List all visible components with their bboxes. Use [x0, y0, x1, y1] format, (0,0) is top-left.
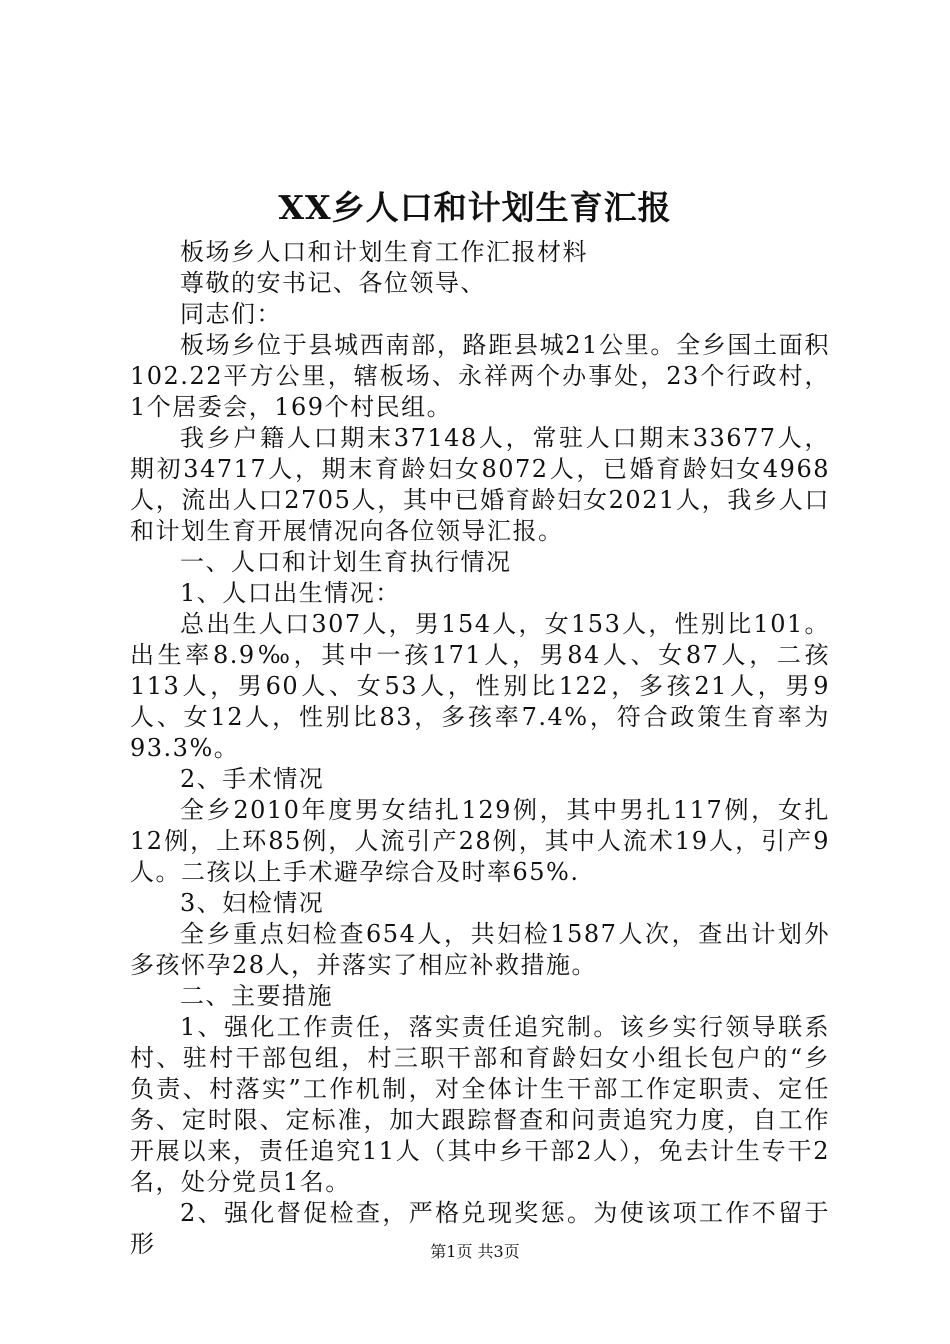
document-body: [130, 237, 830, 1260]
section-heading: 二、主要措施: [180, 982, 333, 1010]
paragraph: 全乡2010年度男女结扎129例，其中男扎117例，女扎12例，上环85例，人流引产28例，其中人流术19人，引产9人。二孩以上手术避孕综合及时率65%.: [130, 796, 830, 886]
paragraph: 我乡户籍人口期末37148人，常驻人口期末33677人，期初34717人，期末育龄妇女8072人，已婚育龄妇女4968人，流出人口2705人，其中已婚育龄妇女2021人，我乡人口和计划生育开展情况向各位领导汇报。: [130, 424, 830, 545]
subsection-heading: 3、妇检情况: [180, 889, 325, 917]
paragraph: 全乡重点妇检查654人，共妇检1587人次，查出计划外多孩怀孕28人，并落实了相应补救措施。: [130, 920, 830, 979]
document-title: XX乡人口和计划生育汇报: [278, 188, 672, 227]
paragraph: 板场乡位于县城西南部，路距县城21公里。全乡国土面积102.22平方公里，辖板场、永祥两个办事处，23个行政村，1个居委会，169个村民组。: [130, 331, 830, 421]
paragraph: 1、强化工作责任，落实责任追究制。该乡实行领导联系村、驻村干部包组，村三职干部和育龄妇女小组长包户的“乡负责、村落实”工作机制，对全体计生干部工作定职责、定任务、定时限、定标准，加大跟踪督查和问责追究力度，自工作开展以来，责任追究11人（其中乡干部2人），免去计生专干2名，处分党员1名。: [130, 1013, 830, 1196]
paragraph: 总出生人口307人，男154人，女153人，性别比101。出生率8.9‰，其中一孩171人，男84人、女87人，二孩113人，男60人、女53人，性别比122，多孩21人，男9人、女12人，性别比83，多孩率7.4%，符合政策生育率为93.3%。: [130, 610, 830, 762]
paragraph: 同志们：: [180, 300, 282, 328]
paragraph: 尊敬的安书记、各位领导、: [180, 269, 486, 297]
subsection-heading: 2、手术情况: [180, 765, 325, 793]
paragraph: 2、强化督促检查，严格兑现奖惩。为使该项工作不留于形: [130, 1199, 830, 1258]
section-heading: 一、人口和计划生育执行情况: [180, 548, 512, 576]
page-footer: 第1页 共3页: [430, 1242, 520, 1261]
subsection-heading: 1、人口出生情况：: [180, 579, 401, 607]
paragraph: 板场乡人口和计划生育工作汇报材料: [180, 238, 588, 266]
